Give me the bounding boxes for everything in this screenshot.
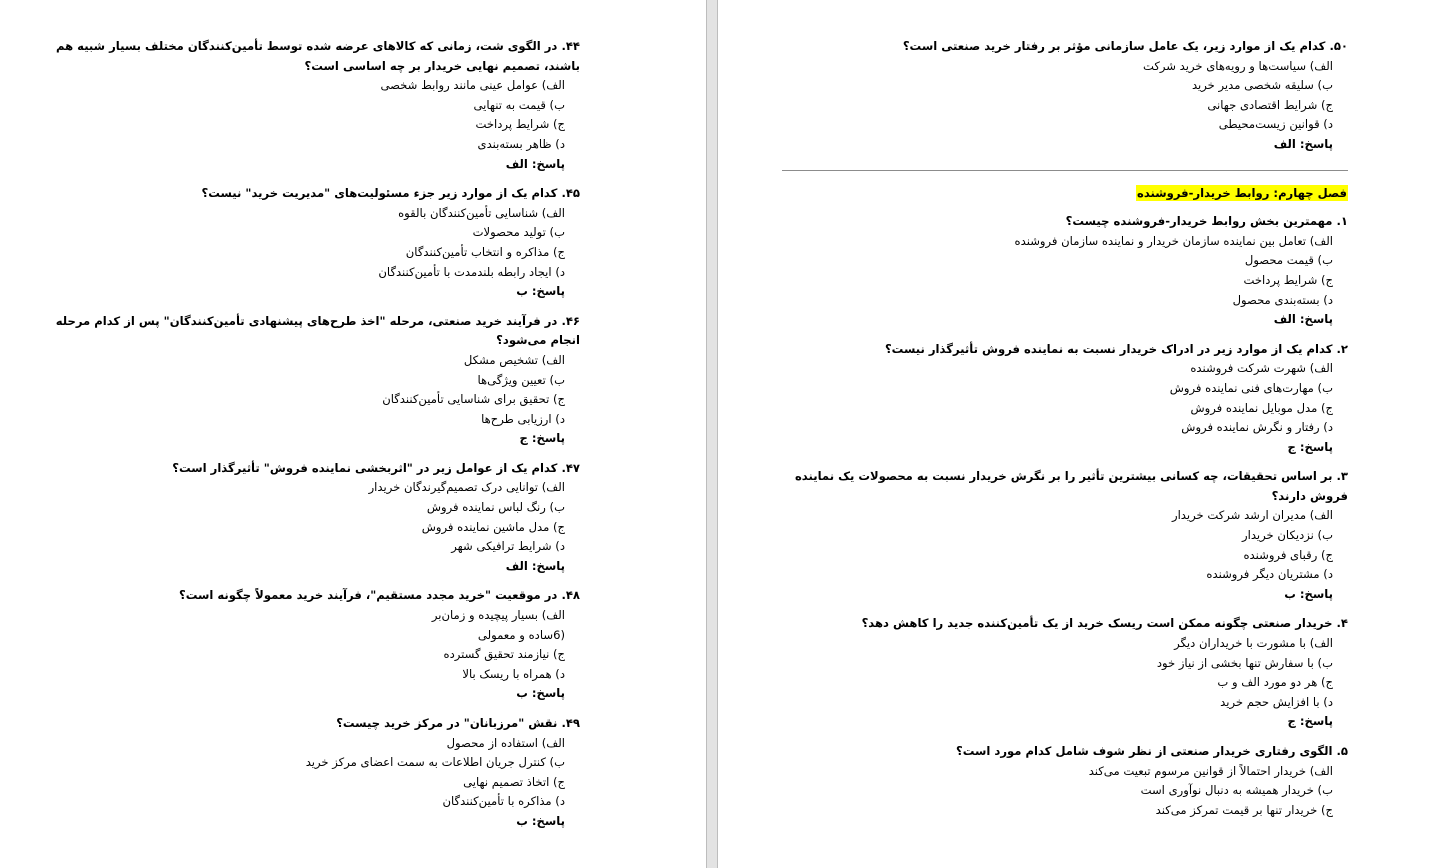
option: ب) رنگ لباس نماینده فروش [426,500,565,515]
question-text [788,37,1348,57]
option: د) با افزایش حجم خرید [1220,694,1333,709]
question-text [40,37,580,76]
option: د) ارزیابی طرح‌ها [481,411,565,426]
question-block [788,614,1348,732]
question-number: ۴۸. [561,588,580,603]
question-number: ۴۵. [561,186,580,201]
option: ب) قیمت محصول [1244,253,1333,268]
question-number: ۴۹. [561,716,580,730]
option: الف) عوامل عینی مانند روابط شخصی [380,78,565,93]
question-text [40,714,580,734]
option: الف) مدیران ارشد شرکت خریدار [1171,508,1333,523]
question-block [788,742,1348,820]
question-stem: کدام یک از موارد زیر، یک عامل سازمانی مؤثر بر رفتار خرید صنعتی است؟ [902,39,1326,53]
option: ج) شرایط اقتصادی جهانی [1207,97,1333,112]
question-text [40,184,580,204]
option: الف) توانایی درک تصمیم‌گیرندگان خریدار [368,480,565,495]
answer: پاسخ: ب [516,284,565,299]
question-stem: کدام یک از موارد زیر در ادراک خریدار نسبت به نماینده فروش تأثیرگذار نیست؟ [884,341,1333,356]
question-number: ۴۴. [561,39,580,53]
answer: پاسخ: الف [505,156,565,171]
question-text [40,312,580,351]
option: د) قوانین زیست‌محیطی [1218,117,1333,132]
option: الف) بسیار پیچیده و زمان‌بر [431,608,565,623]
answer: پاسخ: ج [1287,439,1333,454]
question-text [788,467,1348,506]
option: د) همراه با ریسک بالا [462,666,565,681]
question-number: ۳. [1336,469,1348,484]
option: ب) خریدار همیشه به دنبال نوآوری است [1140,783,1333,798]
question-text [788,340,1348,360]
option: ج) خریدار تنها بر قیمت تمرکز می‌کند [1155,802,1333,817]
left-question-column [40,37,580,842]
answer: پاسخ: الف [505,558,565,573]
right-question-column [788,37,1348,830]
question-block [40,184,580,302]
option: د) ایجاد رابطه بلندمدت با تأمین‌کنندگان [378,264,565,279]
option: الف) استفاده از محصول [446,735,565,750]
option: الف) سیاست‌ها و رویه‌های خرید شرکت [1142,58,1333,73]
question-text [788,742,1348,762]
option: ب) تولید محصولات [472,225,565,240]
option: الف) خریدار احتمالاً از قوانین مرسوم تبعیت می‌کند [1088,763,1333,778]
question-block [40,586,580,704]
question-stem: مهمترین بخش روابط خریدار-فروشنده چیست؟ [1065,214,1333,229]
option: ج) مدل ماشین نماینده فروش [421,519,565,534]
question-number: ۴۷. [561,460,580,475]
option: ب) مهارت‌های فنی نماینده فروش [1169,380,1333,395]
question-number: ۴. [1336,616,1348,631]
right-page [718,0,1433,868]
option: د) مشتریان دیگر فروشنده [1206,567,1333,582]
question-block [788,37,1348,155]
option: الف) شهرت شرکت فروشنده [1190,361,1333,376]
option: الف) با مشورت با خریداران دیگر [1174,636,1333,651]
page-gutter [706,0,718,868]
question-number: ۵. [1336,744,1348,758]
answer: پاسخ: ب [516,813,565,828]
question-number: ۱. [1336,214,1348,229]
option: الف) تعامل بین نماینده سازمان خریدار و نماینده سازمان فروشنده [1014,233,1333,248]
question-text [788,614,1348,634]
option: ب) نزدیکان خریدار [1242,528,1333,543]
question-block [40,37,580,174]
answer: پاسخ: ب [1284,586,1333,601]
option: الف) تشخیص مشکل [463,352,565,367]
question-stem: کدام یک از عوامل زیر در "اثربخشی نماینده فروش" تأثیرگذار است؟ [172,460,558,475]
left-page [0,0,706,868]
question-block [788,340,1348,458]
option: ب) کنترل جریان اطلاعات به سمت اعضای مرکز خرید [305,755,565,770]
section-divider [782,170,1348,171]
question-block [788,212,1348,330]
question-stem: در فرآیند خرید صنعتی، مرحله "اخذ طرح‌های پیشنهادی تأمین‌کنندگان" پس از کدام مرحله انجام می‌شود؟ [55,313,580,348]
option: ج) رقبای فروشنده [1243,547,1333,562]
option: ج) مذاکره و انتخاب تأمین‌کنندگان [405,244,565,259]
question-number: ۲. [1336,341,1348,356]
option: ج) شرایط پرداخت [475,117,565,132]
question-block [40,312,580,449]
option: ج) تحقیق برای شناسایی تأمین‌کنندگان [382,392,565,407]
option: ج) شرایط پرداخت [1243,272,1333,287]
option: ب) قیمت به تنهایی [473,97,565,112]
option: (6ساده و معمولی [477,627,565,642]
option: ب) با سفارش تنها بخشی از نیاز خود [1156,655,1333,670]
option: د) رفتار و نگرش نماینده فروش [1181,420,1333,435]
chapter-questions [788,212,1348,820]
question-stem: خریدار صنعتی چگونه ممکن است ریسک خرید از یک تأمین‌کننده جدید را کاهش دهد؟ [861,616,1333,631]
question-text [788,212,1348,232]
question-block [40,714,580,832]
chapter-title: فصل چهارم: روابط خریدار-فروشنده [1136,185,1347,200]
question-stem: در موقعیت "خرید مجدد مستقیم"، فرآیند خرید معمولاً چگونه است؟ [178,588,558,603]
option: د) شرایط ترافیکی شهر [451,539,565,554]
option: ج) مدل موبایل نماینده فروش [1190,400,1333,415]
answer: پاسخ: ج [519,431,565,446]
answer: پاسخ: ج [1287,714,1333,729]
option: ج) هر دو مورد الف و ب [1217,675,1333,690]
answer: پاسخ: ب [516,686,565,701]
question-block [40,459,580,577]
option: ج) نیازمند تحقیق گسترده [443,647,565,662]
option: د) ظاهر بسته‌بندی [477,136,565,151]
option: د) مذاکره با تأمین‌کنندگان [442,794,565,809]
option: ب) تعیین ویژگی‌ها [477,372,565,387]
question-stem: در الگوی شت، زمانی که کالاهای عرضه شده توسط تأمین‌کنندگان مختلف بسیار شبیه هم باشند، تصمیم نهایی خریدار بر چه اساسی است؟ [56,39,580,73]
question-stem: بر اساس تحقیقات، چه کسانی بیشترین تأثیر را بر نگرش خریدار نسبت به محصولات یک نماینده فروش دارند؟ [794,469,1348,503]
question-number: ۵۰. [1329,39,1348,53]
question-stem: نقش "مرزبانان" در مرکز خرید چیست؟ [336,716,558,730]
question-number: ۴۶. [561,313,580,328]
option: ج) اتخاذ تصمیم نهایی [463,774,565,789]
question-stem: الگوی رفتاری خریدار صنعتی از نظر شوف شامل کدام مورد است؟ [956,744,1333,758]
option: ب) سلیقه شخصی مدیر خرید [1191,78,1333,93]
answer: پاسخ: الف [1273,136,1333,151]
question-text [40,586,580,606]
question-text [40,459,580,479]
answer: پاسخ: الف [1273,312,1333,327]
question-stem: کدام یک از موارد زیر جزء مسئولیت‌های "مدیریت خرید" نیست؟ [201,186,558,201]
option: الف) شناسایی تأمین‌کنندگان بالقوه [398,205,565,220]
option: د) بسته‌بندی محصول [1232,292,1333,307]
chapter-heading [788,184,1348,204]
question-block [788,467,1348,604]
